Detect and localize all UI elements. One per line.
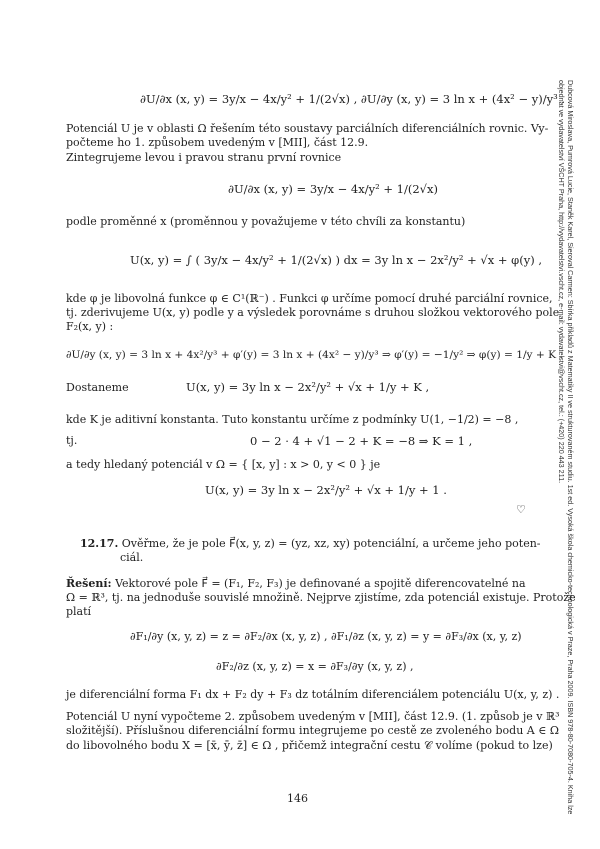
equation-gradient-components: ∂U/∂x (x, y) = 3y/x − 4x/y² + 1/(2√x) , ∂U/∂y (x, y) = 3 ln x + (4x² − y)/y³ .	[140, 92, 566, 106]
paragraph-line: platí	[66, 605, 92, 618]
paragraph-line: počteme ho 1. způsobem uvedeným v [MII], část 12.9.	[66, 136, 369, 149]
equation-partials-2: ∂F₂/∂z (x, y, z) = x = ∂F₃/∂y (x, y, z) ,	[216, 660, 414, 673]
paragraph-line: podle proměnné x (proměnnou y považujeme v této chvíli za konstantu)	[66, 215, 466, 228]
equation-first: ∂U/∂x (x, y) = 3y/x − 4x/y² + 1/(2√x)	[228, 182, 438, 196]
example-number: 12.17.	[80, 537, 119, 550]
equation-integral: U(x, y) = ∫ ( 3y/x − 4x/y² + 1/(2√x) ) dx = 3y ln x − 2x²/y² + √x + φ(y) ,	[130, 253, 543, 267]
example-text: Ověřme, že je pole F⃗(x, y, z) = (yz, xz, xy) potenciální, a určeme jeho poten-	[121, 537, 541, 550]
paragraph-line: a tedy hledaný potenciál v Ω = { [x, y] : x > 0, y < 0 } je	[66, 458, 381, 471]
paragraph-line: do libovolného bodu X = [x̄, ȳ, z̄] ∈ Ω , přičemž integrační cestu 𝒞 volíme (pokud to lze)	[66, 739, 553, 752]
paragraph-line: kde φ je libovolná funkce φ ∈ C¹(ℝ⁻) . Funkci φ určíme pomocí druhé parciální rovnice,	[66, 292, 553, 305]
paragraph-line: Ω = ℝ³, tj. na jednoduše souvislé množině. Nejprve zjistíme, zda potenciál existuje. Protože	[66, 591, 576, 604]
example-text-cont: ciál.	[120, 551, 144, 564]
paragraph-line: F₂(x, y) :	[66, 320, 114, 333]
equation-general-potential: U(x, y) = 3y ln x − 2x²/y² + √x + 1/y + K ,	[186, 380, 430, 394]
equation-result: U(x, y) = 3y ln x − 2x²/y² + √x + 1/y + 1 .	[205, 483, 447, 497]
example-header	[80, 537, 541, 550]
paragraph-line: Zintegrujeme levou i pravou stranu první rovnice	[66, 151, 342, 164]
end-of-example-icon: ♡	[516, 503, 526, 516]
solution-line	[66, 577, 526, 590]
paragraph-line: tj. zderivujeme U(x, y) podle y a výsledek porovnáme s druhou složkou vektorového pole	[66, 306, 560, 319]
equation-constant: 0 − 2 · 4 + √1 − 2 + K = −8 ⇒ K = 1 ,	[250, 434, 473, 448]
paragraph-label: Dostaneme	[66, 381, 129, 394]
paragraph-line: Potenciál U nyní vypočteme 2. způsobem uvedeným v [MII], část 12.9. (1. způsob je v ℝ³	[66, 710, 560, 723]
page-number: 146	[287, 792, 308, 805]
paragraph-line: kde K je aditivní konstanta. Tuto konstantu určíme z podmínky U(1, −1/2) = −8 ,	[66, 413, 519, 426]
paragraph-line: Potenciál U je v oblasti Ω řešením této soustavy parciálních diferenciálních rovnic. Vy-	[66, 122, 549, 135]
solution-text: Vektorové pole F⃗ = (F₁, F₂, F₃) je definované a spojitě diferencovatelné na	[115, 577, 526, 590]
equation-partials-1: ∂F₁/∂y (x, y, z) = z = ∂F₂/∂x (x, y, z) , ∂F₁/∂z (x, y, z) = y = ∂F₃/∂x (x, y, z)	[130, 630, 522, 643]
paragraph-line: je diferenciální forma F₁ dx + F₂ dy + F₃ dz totálním diferenciálem potenciálu U(x, y, z) .	[66, 688, 560, 701]
paragraph-label: tj.	[66, 434, 78, 447]
equation-phi: ∂U/∂y (x, y) = 3 ln x + 4x²/y³ + φ′(y) = 3 ln x + (4x² − y)/y³ ⇒ φ′(y) = −1/y² ⇒ φ(y) = 1/y + K .	[66, 349, 563, 361]
solution-label: Řešení:	[66, 577, 112, 590]
paragraph-line: složitější). Příslušnou diferenciální formu integrujeme po cestě ze zvoleného bodu A ∈ Ω	[66, 724, 559, 737]
sidebar-citation: Dubcová Miroslava, Pumrová Lucie, Staněk Karel, Sieroval Carmen: Sbírka příkladů z Matematiky II ve strukturovaném studiu. 1st ed. Vysoká škola chemicko-technologická v Praze, Praha 2009. ISBN 978-80-7080-705-4. Kniha lze objednat ve vydavatelství VŠCHT Praha, http://vydavatelstvi.vscht.cz, e-mail: vydavatelstvi@vscht.cz, tel.: (+420) 220 443 211.	[557, 80, 575, 815]
